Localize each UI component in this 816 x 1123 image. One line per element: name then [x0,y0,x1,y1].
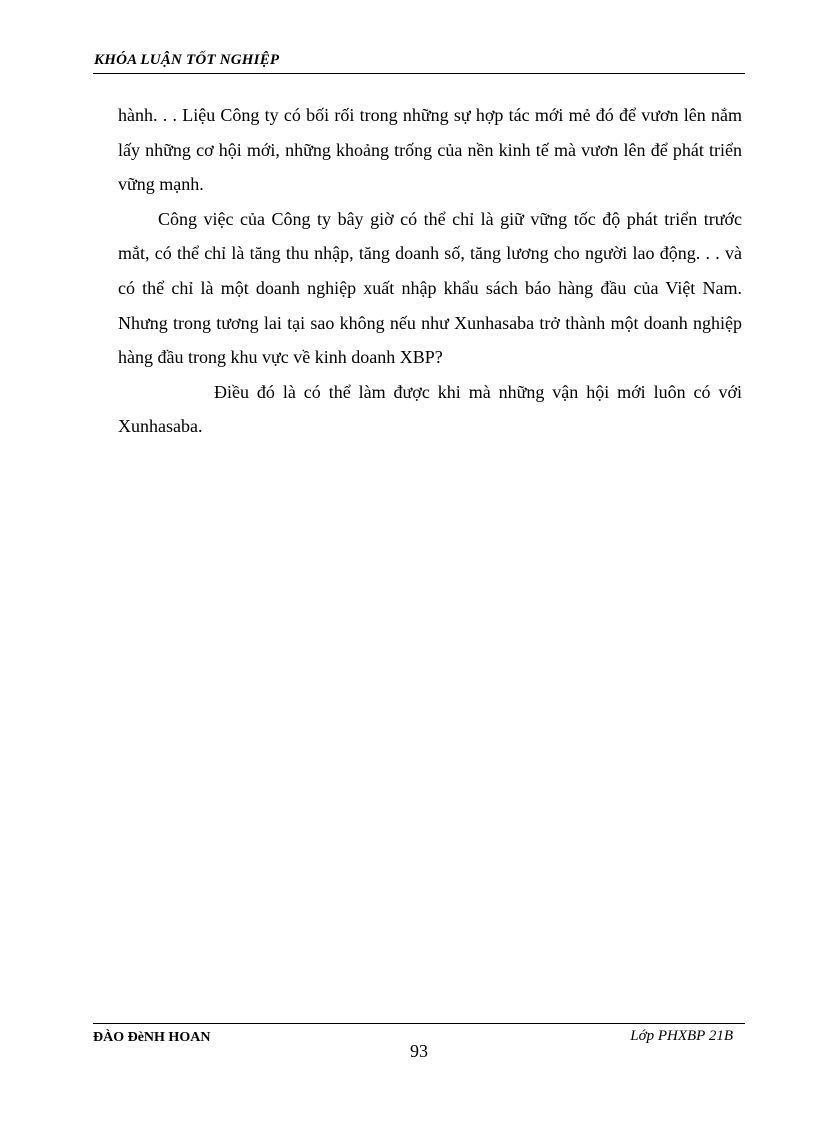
paragraph-company-work: Công việc của Công ty bây giờ có thể chỉ là giữ vững tốc độ phát triển trước mắt, có thể chỉ là tăng thu nhập, tăng doanh số, tăng lương cho người lao động. . . và có thể chỉ là một doanh nghiệp xuất nhập khẩu sách báo hàng đầu của Việt Nam. Nhưng trong tương lai tại sao không nếu như Xunhasaba trở thành một doanh nghiệp hàng đầu trong khu vực về kinh doanh XBP? [118,208,742,368]
footer-author: ĐÀO ĐèNH HOAN [93,1030,211,1045]
header-divider [93,73,745,74]
footer-divider [93,1023,745,1024]
paragraph-continuation: hành. . . Liệu Công ty có bối rối trong những sự hợp tác mới mẻ đó để vươn lên nắm lấy những cơ hội mới, những khoảng trống của nền kinh tế mà vươn lên để phát triển vững mạnh. [118,105,742,195]
header-title: KHÓA LUẬN TỐT NGHIỆP [94,52,280,68]
body-text [118,98,742,444]
footer-class-label: Lớp PHXBP 21B [630,1028,733,1044]
page-number: 93 [410,1041,428,1061]
page-header [93,52,745,74]
paragraph-conclusion: Điều đó là có thể làm được khi mà những vận hội mới luôn có với Xunhasaba. [118,381,742,437]
page-footer [93,1023,745,1073]
